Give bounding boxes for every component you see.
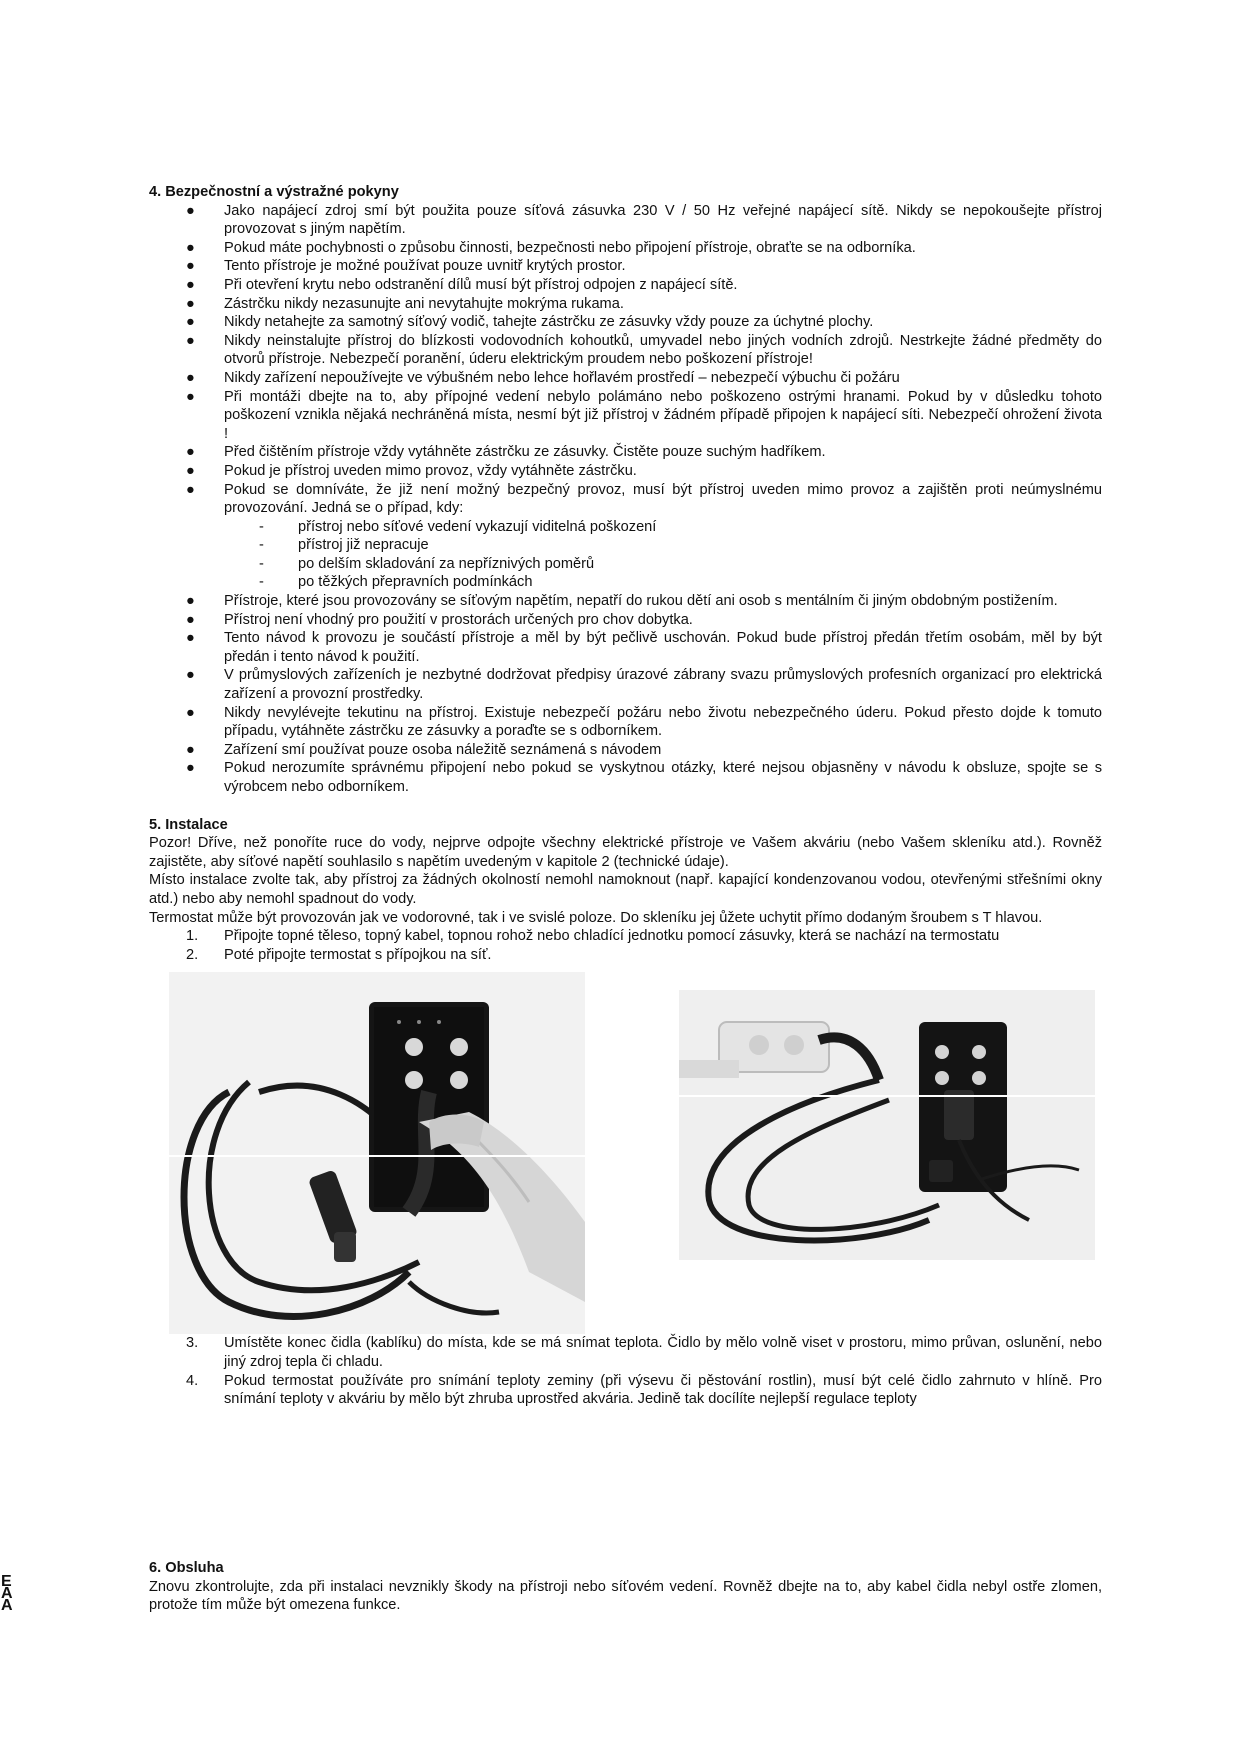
list-item: ● Jako napájecí zdroj smí být použita pouze síťová zásuvka 230 V / 50 Hz veřejné napájecí sítě. Nikdy se nepokoušejte přístroj provozovat s jiným napětím. bbox=[186, 202, 1102, 238]
list-item: ● V průmyslových zařízeních je nezbytné dodržovat předpisy úrazové zábrany svazu průmyslových profesních organizací pro elektrická zařízení a provozní prostředky. bbox=[186, 667, 1102, 703]
margin-marks bbox=[1, 1573, 13, 1614]
section6 bbox=[149, 1559, 1102, 1615]
section4-title: 4. Bezpečnostní a výstražné pokyny bbox=[149, 184, 399, 200]
safety-list bbox=[149, 202, 1102, 518]
list-item: ● Zařízení smí používat pouze osoba náležitě seznámená s návodem bbox=[186, 741, 662, 758]
list-item: ● Před čištěním přístroje vždy vytáhněte zástrčku ze zásuvky. Čistěte pouze suchým hadříkem. bbox=[186, 444, 826, 461]
install-steps-continued bbox=[149, 1334, 1102, 1408]
list-item: ● Nikdy zařízení nepoužívejte ve výbušném nebo lehce hořlavém prostředí – nebezpečí výbuchu či požáru bbox=[186, 369, 900, 386]
margin-mark: E bbox=[1, 1573, 12, 1590]
list-item: ● Pokud je přístroj uveden mimo provoz, vždy vytáhněte zástrčku. bbox=[186, 462, 637, 479]
photo-hand-plugging-thermostat bbox=[169, 972, 585, 1334]
install-steps bbox=[149, 927, 1102, 964]
paragraph: Termostat může být provozován jak ve vodorovné, tak i ve svislé poloze. Do skleníku jej ůžete uchytit přímo dodaným šroubem s T hlavou. bbox=[149, 909, 1043, 926]
paragraph: Pozor! Dříve, než ponoříte ruce do vody, nejprve odpojte všechny elektrické přístroje ve Vašem akváriu (nebo Vašem skleníku atd.). Rovněž zajistěte, aby síťové napětí souhlasilo s napětím uvedeným v kapitole 2 (technické údaje). bbox=[149, 835, 1102, 870]
step-item: 2. Poté připojte termostat s přípojkou na síť. bbox=[186, 946, 492, 963]
sub-list-item: - přístroj již nepracuje bbox=[259, 537, 429, 554]
section5 bbox=[149, 816, 1102, 1409]
list-item: ● Nikdy nevylévejte tekutinu na přístroj. Existuje nebezpečí požáru nebo životu nebezpečného úderu. Pokud přesto dojde k tomuto případu, vytáhněte zástrčku ze zásuvky a poraďte se s odborníkem. bbox=[186, 704, 1102, 740]
list-item: ● Přístroj není vhodný pro použití v prostorách určených pro chov dobytka. bbox=[186, 611, 693, 628]
photo-thermostat-with-power-strip bbox=[679, 990, 1095, 1260]
damage-sublist bbox=[149, 518, 1102, 592]
list-item: ● Pokud se domníváte, že již není možný bezpečný provoz, musí být přístroj uveden mimo provoz a zajištěn proti neúmyslnému provozování. Jedná se o případ, kdy: bbox=[186, 481, 1102, 517]
list-item: ● Nikdy netahejte za samotný síťový vodič, tahejte zástrčku ze zásuvky vždy pouze za úchytné plochy. bbox=[186, 314, 874, 331]
installation-photos bbox=[149, 972, 1102, 1334]
step-item: 1. Připojte topné těleso, topný kabel, topnou rohož nebo chladící jednotku pomocí zásuvky, která se nachází na termostatu bbox=[186, 928, 1000, 945]
list-item: ● Zástrčku nikdy nezasunujte ani nevytahujte mokrýma rukama. bbox=[186, 295, 624, 312]
sub-list-item: - po těžkých přepravních podmínkách bbox=[259, 574, 533, 591]
paragraph: Znovu zkontrolujte, zda při instalaci nevznikly škody na přístroji nebo síťovém vedení. Rovněž dbejte na to, aby kabel čidla nebyl ostře zlomen, protože tím může být omezena funkce. bbox=[149, 1578, 1102, 1614]
list-item: ● Pokud nerozumíte správnému připojení nebo pokud se vyskytnou otázky, které nejsou objasněny v návodu k obsluze, spojte se s výrobcem nebo odborníkem. bbox=[186, 760, 1102, 795]
list-item: ● Pokud máte pochybnosti o způsobu činnosti, bezpečnosti nebo připojení přístroje, obraťte se na odborníka. bbox=[186, 239, 916, 256]
step-item: 4. Pokud termostat používáte pro snímání teploty zeminy (při výsevu či pěstování rostlin), musí být celé čidlo zahrnuto v hlíně. Pro snímání teploty v akváriu by mělo být zhruba uprostřed akvária. Jedině tak docílíte nejlepší regulace teploty bbox=[186, 1372, 1102, 1408]
list-item: ● Tento návod k provozu je součástí přístroje a měl by být pečlivě uschován. Pokud bude přístroj předán třetím osobám, měl by být předán i tento návod k použití. bbox=[186, 630, 1102, 665]
list-item: ● Přístroje, které jsou provozovány se síťovým napětím, nepatří do rukou dětí ani osob s mentálním či jiným obdobným postižením. bbox=[186, 593, 1058, 610]
photo-illustration bbox=[679, 990, 1095, 1260]
list-item: ● Při otevření krytu nebo odstranění dílů musí být přístroj odpojen z napájecí sítě. bbox=[186, 276, 738, 293]
margin-mark: A bbox=[1, 1585, 13, 1602]
section5-title: 5. Instalace bbox=[149, 816, 228, 833]
step-item: 3. Umístěte konec čidla (kablíku) do místa, kde se má snímat teplota. Čidlo by mělo volně viset v prostoru, mimo průvan, oslunění, nebo jiný zdroj tepla či chladu. bbox=[186, 1335, 1102, 1370]
sub-list-item: - po delším skladování za nepříznivých poměrů bbox=[259, 555, 595, 572]
sub-list-item: - přístroj nebo síťové vedení vykazují viditelná poškození bbox=[259, 518, 657, 535]
list-item: ● Nikdy neinstalujte přístroj do blízkosti vodovodních kohoutků, umyvadel nebo jiných vodních zdrojů. Nestrkejte žádné předměty do otvorů přístroje. Nebezpečí poranění, úderu elektrickým proudem nebo poškození přístroje! bbox=[186, 332, 1102, 368]
photo-illustration bbox=[169, 972, 585, 1334]
margin-mark: A bbox=[1, 1597, 13, 1614]
main-content bbox=[149, 183, 1102, 1409]
paragraph: Místo instalace zvolte tak, aby přístroj za žádných okolností nemohl namoknout (např. kapající kondenzovanou vodou, otevřenými střešními okny atd.) nebo aby nemohl spadnout do vody. bbox=[149, 872, 1102, 907]
section6-title: 6. Obsluha bbox=[149, 1560, 224, 1576]
list-item: ● Tento přístroje je možné používat pouze uvnitř krytých prostor. bbox=[186, 258, 626, 275]
list-item: ● Při montáži dbejte na to, aby přípojné vedení nebylo polámáno nebo poškozeno ostrými hranami. Pokud by v důsledku tohoto poškození vznikla nějaká nechráněná místa, nesmí být již přístroj v žádném případě připojen k napájecí síti. Nebezpečí ohrožení života ! bbox=[186, 388, 1102, 442]
safety-list-continued bbox=[149, 592, 1102, 797]
